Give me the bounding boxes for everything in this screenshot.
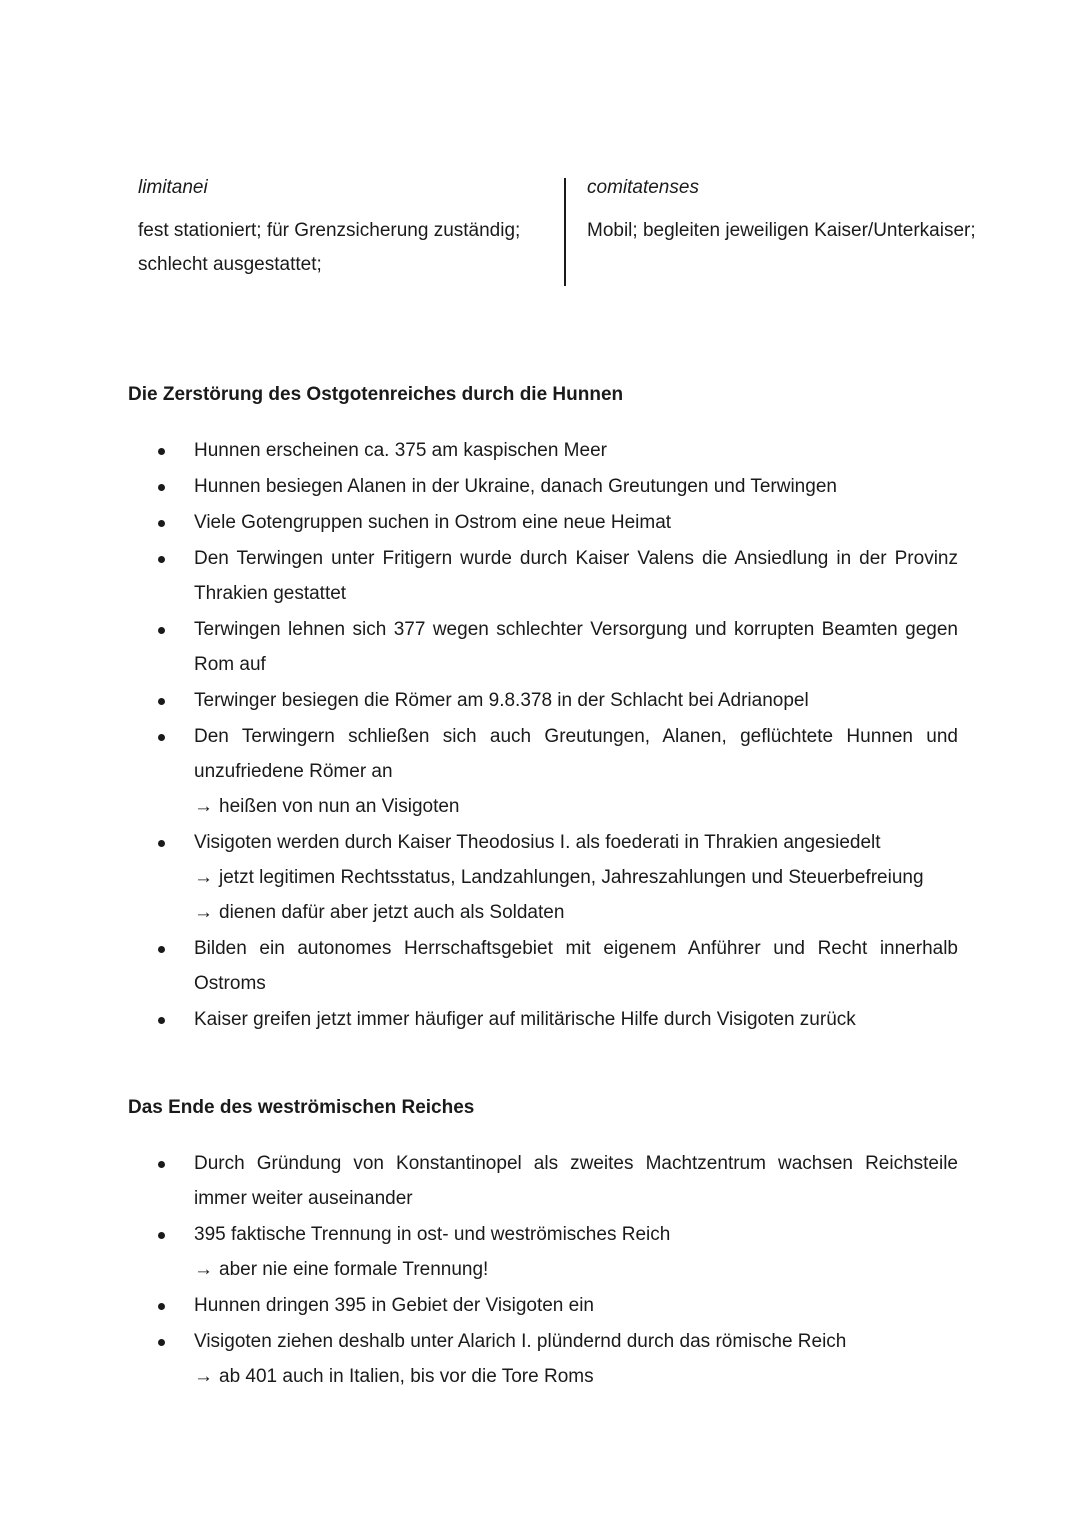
- list-item-text: Visigoten ziehen deshalb unter Alarich I. plündernd durch das römische Reich: [194, 1331, 847, 1352]
- list-item-text: 395 faktische Trennung in ost- und weströmisches Reich: [194, 1224, 671, 1245]
- list-item-text: Hunnen dringen 395 in Gebiet der Visigoten ein: [194, 1295, 594, 1316]
- limitanei-description: fest stationiert; für Grenzsicherung zuständig; schlecht ausgestattet;: [138, 220, 521, 275]
- list-item: [128, 612, 958, 682]
- comparison-table: [0, 174, 1080, 286]
- section-ostgotenreich: [128, 381, 958, 1038]
- arrow-right-icon: →: [194, 1259, 213, 1280]
- bullet-dot-icon: [158, 448, 165, 455]
- arrow-right-icon: →: [194, 796, 213, 817]
- subpoint-text: aber nie eine formale Trennung!: [219, 1259, 489, 1280]
- list-item: [128, 683, 958, 718]
- list-item-text: Den Terwingern schließen sich auch Greutungen, Alanen, geflüchtete Hunnen und unzufriedene Römer an: [194, 726, 958, 782]
- arrow-right-icon: →: [194, 867, 213, 888]
- term-comitatenses: comitatenses: [587, 177, 699, 198]
- list-item: [128, 1288, 958, 1323]
- comparison-right-column: [587, 174, 1067, 248]
- list-item-subpoint: [194, 1359, 958, 1394]
- section-heading: Die Zerstörung des Ostgotenreiches durch die Hunnen: [128, 384, 624, 405]
- bullet-dot-icon: [158, 840, 165, 847]
- list-item-text: Viele Gotengruppen suchen in Ostrom eine neue Heimat: [194, 512, 672, 533]
- list-item: [128, 433, 958, 468]
- bullet-dot-icon: [158, 484, 165, 491]
- list-item: [128, 1217, 958, 1287]
- list-item: [128, 505, 958, 540]
- bullet-dot-icon: [158, 556, 165, 563]
- bullet-list: [128, 1146, 958, 1394]
- list-item-subpoint: [194, 1252, 958, 1287]
- bullet-dot-icon: [158, 946, 165, 953]
- list-item-text: Hunnen erscheinen ca. 375 am kaspischen Meer: [194, 440, 607, 461]
- subpoint-text: ab 401 auch in Italien, bis vor die Tore Roms: [219, 1366, 594, 1387]
- subpoint-text: heißen von nun an Visigoten: [219, 796, 460, 817]
- list-item-text: Hunnen besiegen Alanen in der Ukraine, danach Greutungen und Terwingen: [194, 476, 837, 497]
- list-item-text: Durch Gründung von Konstantinopel als zweites Machtzentrum wachsen Reichsteile immer weiter auseinander: [194, 1153, 958, 1209]
- bullet-dot-icon: [158, 698, 165, 705]
- list-item: [128, 541, 958, 611]
- bullet-dot-icon: [158, 734, 165, 741]
- list-item: [128, 1324, 958, 1394]
- term-limitanei: limitanei: [138, 177, 208, 198]
- list-item: [128, 931, 958, 1001]
- list-item-text: Terwingen lehnen sich 377 wegen schlechter Versorgung und korrupten Beamten gegen Rom auf: [194, 619, 958, 675]
- list-item: [128, 469, 958, 504]
- list-item: [128, 1146, 958, 1216]
- section-westroemisches-reich: [128, 1094, 958, 1395]
- bullet-dot-icon: [158, 520, 165, 527]
- arrow-right-icon: →: [194, 1366, 213, 1387]
- list-item-text: Kaiser greifen jetzt immer häufiger auf militärische Hilfe durch Visigoten zurück: [194, 1009, 856, 1030]
- list-item-subpoint: [194, 860, 958, 895]
- bullet-dot-icon: [158, 1161, 165, 1168]
- bullet-dot-icon: [158, 1232, 165, 1239]
- column-divider: [564, 178, 566, 286]
- list-item-subpoint: [194, 789, 958, 824]
- bullet-dot-icon: [158, 1303, 165, 1310]
- list-item-subpoint: [194, 895, 958, 930]
- bullet-dot-icon: [158, 1017, 165, 1024]
- comitatenses-description: Mobil; begleiten jeweiligen Kaiser/Unterkaiser;: [587, 220, 976, 241]
- bullet-list: [128, 433, 958, 1037]
- list-item: [128, 825, 958, 930]
- comparison-left-column: [138, 174, 553, 282]
- section-heading: Das Ende des weströmischen Reiches: [128, 1097, 475, 1118]
- subpoint-text: jetzt legitimen Rechtsstatus, Landzahlungen, Jahreszahlungen und Steuerbefreiung: [219, 867, 924, 888]
- list-item-text: Den Terwingen unter Fritigern wurde durch Kaiser Valens die Ansiedlung in der Provinz Thrakien gestattet: [194, 548, 958, 604]
- arrow-right-icon: →: [194, 902, 213, 923]
- list-item-text: Visigoten werden durch Kaiser Theodosius I. als foederati in Thrakien angesiedelt: [194, 832, 881, 853]
- list-item: [128, 719, 958, 824]
- list-item: [128, 1002, 958, 1037]
- list-item-text: Terwinger besiegen die Römer am 9.8.378 in der Schlacht bei Adrianopel: [194, 690, 809, 711]
- list-item-text: Bilden ein autonomes Herrschaftsgebiet mit eigenem Anführer und Recht innerhalb Ostroms: [194, 938, 958, 994]
- bullet-dot-icon: [158, 1339, 165, 1346]
- subpoint-text: dienen dafür aber jetzt auch als Soldaten: [219, 902, 565, 923]
- bullet-dot-icon: [158, 627, 165, 634]
